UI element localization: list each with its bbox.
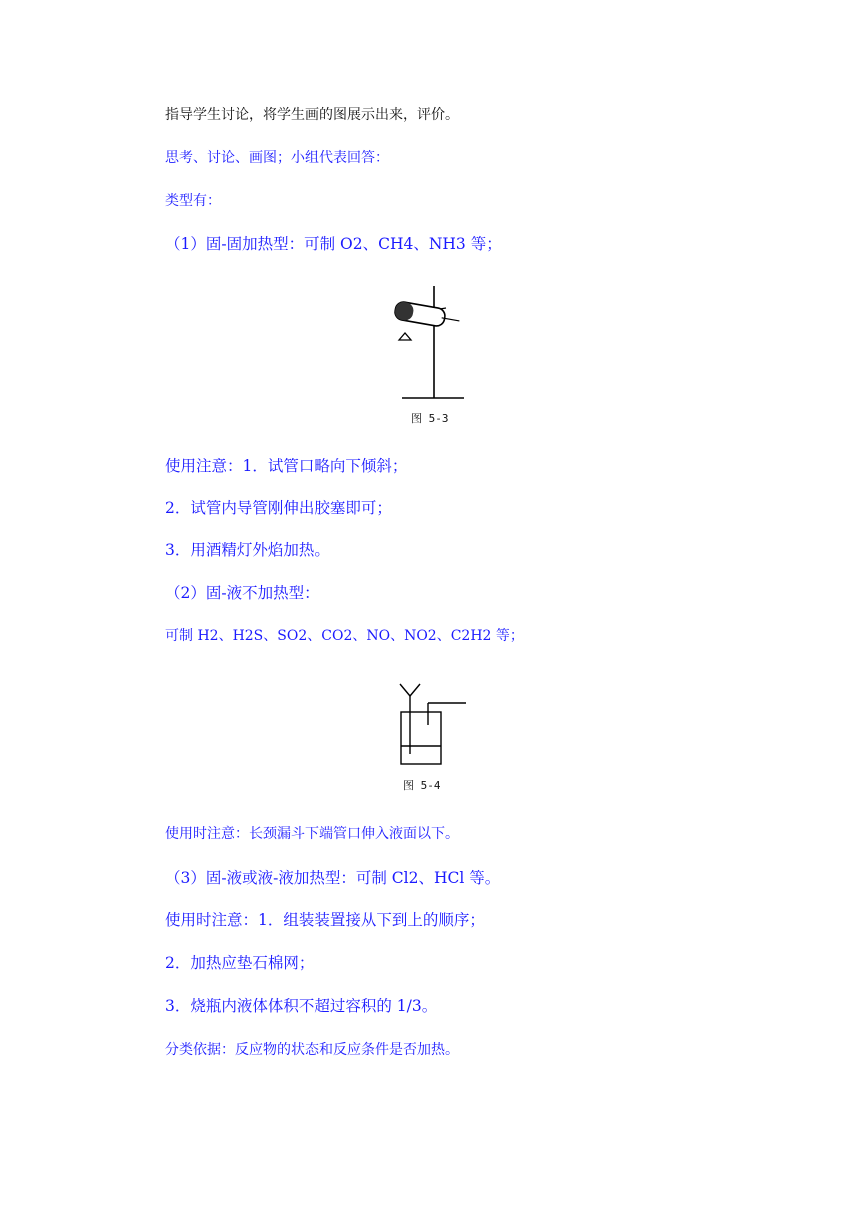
text-line-8: （2）固-液不加热型：	[165, 584, 320, 602]
figure-5-4-caption: 图 5-4	[403, 779, 441, 792]
text-line-11: （3）固-液或液-液加热型：可制 Cl2、HCl 等。	[165, 869, 501, 887]
text-line-13: 2．加热应垫石棉网；	[165, 954, 315, 972]
text-line-3: 类型有：	[165, 193, 221, 209]
text-line-2: 思考、讨论、画图；小组代表回答：	[165, 150, 389, 166]
text-line-6: 2．试管内导管刚伸出胶塞即可；	[165, 499, 392, 517]
text-line-14: 3．烧瓶内液体体积不超过容积的 1/3。	[165, 997, 438, 1015]
text-line-7: 3．用酒精灯外焰加热。	[165, 541, 330, 559]
figure-5-3-apparatus	[380, 282, 480, 404]
text-line-10: 使用时注意：长颈漏斗下端管口伸入液面以下。	[165, 826, 459, 842]
text-line-1: 指导学生讨论，将学生画的图展示出来，评价。	[165, 107, 459, 123]
text-line-4: （1）固-固加热型：可制 O2、CH4、NH3 等；	[165, 235, 502, 253]
figure-5-4-apparatus	[392, 680, 472, 770]
text-line-5: 使用注意：1．试管口略向下倾斜；	[165, 457, 408, 475]
text-line-15: 分类依据：反应物的状态和反应条件是否加热。	[165, 1042, 459, 1058]
text-line-9: 可制 H2、H2S、SO2、CO2、NO、NO2、C2H2 等；	[165, 628, 524, 644]
text-line-12: 使用时注意：1．组装装置接从下到上的顺序；	[165, 911, 485, 929]
figure-5-3-caption: 图 5-3	[411, 412, 449, 425]
